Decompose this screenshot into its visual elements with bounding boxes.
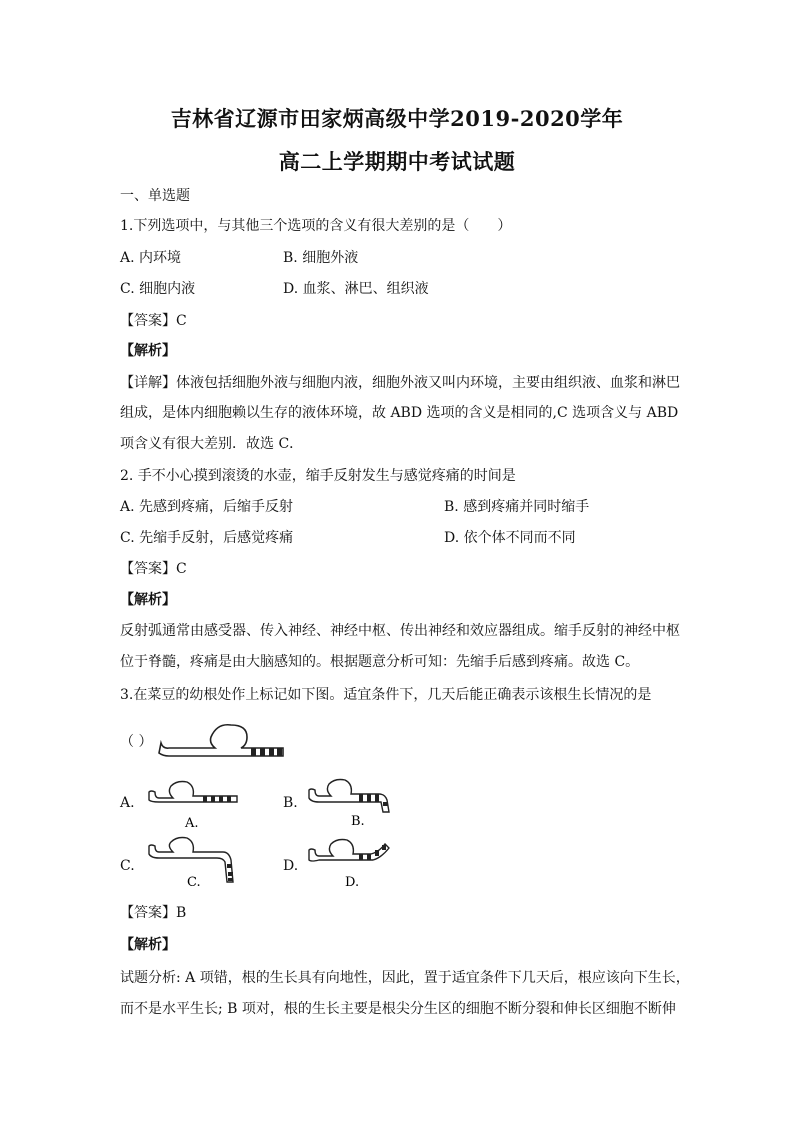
q3-detail-line-2: 而不是水平生长; B 项对，根的生长主要是根尖分生区的细胞不断分裂和伸长区细胞不断伸 bbox=[120, 1001, 676, 1017]
root-figure-option-a bbox=[145, 778, 245, 833]
q1-stem: 1.下列选项中，与其他三个选项的含义有很大差别的是（ ） bbox=[120, 218, 512, 234]
title-line-1: 吉林省辽源市田家炳高级中学2019-2020学年 bbox=[170, 106, 624, 131]
q3-analysis-label: 【解析】 bbox=[120, 937, 176, 953]
q1-detail-line-1: 【详解】体液包括细胞外液与细胞内液，细胞外液又叫内环境，主要由组织液、血浆和淋巴 bbox=[120, 375, 680, 391]
figure-caption-c: C. bbox=[187, 875, 201, 890]
q1-detail-line-3: 项含义有很大差别．故选 C． bbox=[120, 436, 304, 452]
q2-analysis-label: 【解析】 bbox=[120, 592, 176, 608]
q2-detail-line-2: 位于脊髓，疼痛是由大脑感知的。根据题意分析可知：先缩手后感到疼痛。故选 C。 bbox=[120, 654, 640, 670]
figure-caption-a: A. bbox=[185, 816, 199, 831]
q2-answer: 【答案】C bbox=[120, 561, 187, 577]
q3-stem: 3.在菜豆的幼根处作上标记如下图。适宜条件下，几天后能正确表示该根生长情况的是 bbox=[120, 687, 652, 703]
root-figure-option-c bbox=[145, 838, 245, 893]
root-figure-option-b bbox=[305, 778, 400, 833]
section-heading: 一、单选题 bbox=[120, 188, 190, 204]
q3-detail-line-1: 试题分析: A 项错，根的生长具有向地性，因此，置于适宜条件下几天后，根应该向下生长， bbox=[120, 970, 690, 986]
q1-option-b: B. 细胞外液 bbox=[283, 250, 359, 266]
q1-analysis-label: 【解析】 bbox=[120, 343, 176, 359]
q3-paren: （ ） bbox=[120, 734, 153, 750]
q2-stem: 2. 手不小心摸到滚烫的水壶，缩手反射发生与感觉疼痛的时间是 bbox=[120, 468, 516, 484]
root-figure-option-d bbox=[305, 838, 400, 893]
q3-option-b-label: B. bbox=[283, 795, 298, 811]
q3-option-a-label: A. bbox=[120, 795, 135, 811]
q1-answer: 【答案】C bbox=[120, 313, 187, 329]
q2-option-a: A. 先感到疼痛，后缩手反射 bbox=[120, 499, 294, 515]
q2-option-d: D. 依个体不同而不同 bbox=[444, 530, 576, 546]
q1-option-a: A. 内环境 bbox=[120, 250, 182, 266]
q1-detail-line-2: 组成，是体内细胞赖以生存的液体环境，故 ABD 选项的含义是相同的,C 选项含义与 ABD bbox=[120, 405, 679, 421]
q2-option-c: C. 先缩手反射，后感觉疼痛 bbox=[120, 530, 294, 546]
q3-option-d-label: D. bbox=[283, 858, 299, 874]
figure-caption-d: D. bbox=[345, 875, 360, 890]
q1-option-d: D. 血浆、淋巴、组织液 bbox=[283, 281, 429, 297]
q3-option-c-label: C. bbox=[120, 858, 135, 874]
figure-caption-b: B. bbox=[351, 814, 365, 829]
q2-detail-line-1: 反射弧通常由感受器、传入神经、神经中枢、传出神经和效应器组成。缩手反射的神经中枢 bbox=[120, 623, 680, 639]
q2-option-b: B. 感到疼痛并同时缩手 bbox=[444, 499, 590, 515]
q3-answer: 【答案】B bbox=[120, 905, 187, 921]
root-figure-original bbox=[155, 715, 290, 767]
title-line-2: 高二上学期期中考试试题 bbox=[278, 149, 516, 174]
q1-option-c: C. 细胞内液 bbox=[120, 281, 196, 297]
